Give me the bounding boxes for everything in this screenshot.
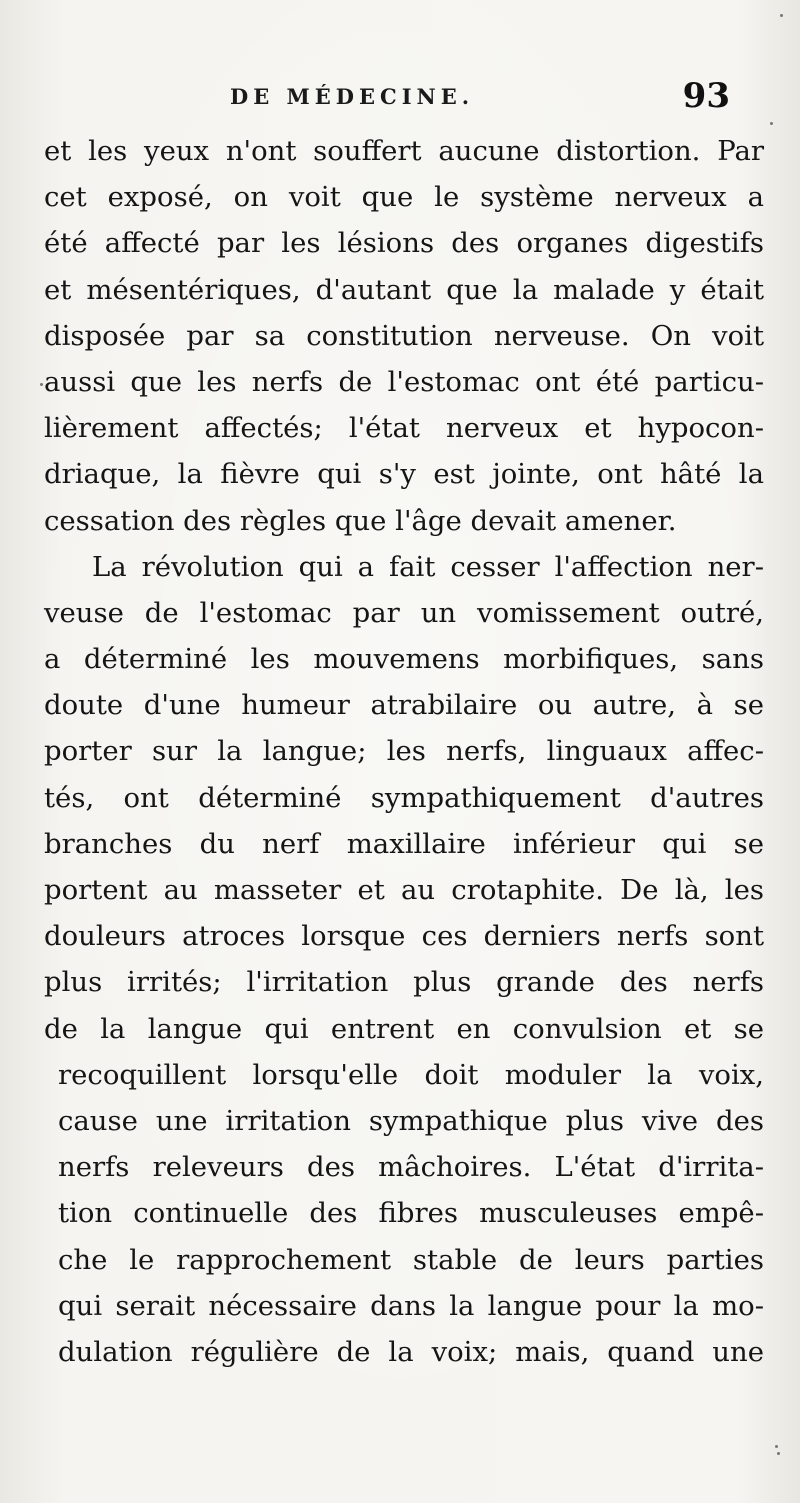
page-number: 93 bbox=[682, 76, 730, 116]
text-line: che le rapprochement stable de leurs parties bbox=[58, 1243, 764, 1276]
text-line: et les yeux n'ont souffert aucune distortion. Par bbox=[44, 135, 764, 167]
text-line: cet exposé, on voit que le système nerveux a bbox=[44, 181, 764, 214]
text-line: cause une irritation sympathique plus vive des bbox=[58, 1104, 764, 1137]
paper-speck bbox=[777, 1452, 780, 1455]
body-text bbox=[44, 128, 764, 1375]
text-line: branches du nerf maxillaire inférieur qui se bbox=[44, 827, 764, 860]
paper-speck bbox=[775, 1445, 778, 1448]
paragraph-start-line: La révolution qui a fait cesser l'affection ner- bbox=[92, 550, 764, 583]
text-line: portent au masseter et au crotaphite. De là, les bbox=[44, 874, 764, 906]
text-line: et mésentériques, d'autant que la malade y était bbox=[44, 273, 764, 306]
text-line: driaque, la fièvre qui s'y est jointe, ont hâté la bbox=[44, 458, 764, 491]
running-head: DE MÉDECINE. bbox=[230, 84, 475, 109]
text-line: dulation régulière de la voix; mais, quand une bbox=[58, 1335, 764, 1368]
text-line: de la langue qui entrent en convulsion et se bbox=[44, 1012, 764, 1045]
text-line: porter sur la langue; les nerfs, linguaux affec- bbox=[44, 735, 764, 768]
text-line: a déterminé les mouvemens morbifiques, sans bbox=[44, 643, 764, 676]
text-line: doute d'une humeur atrabilaire ou autre, à se bbox=[44, 689, 764, 722]
text-line: plus irrités; l'irritation plus grande des nerfs bbox=[44, 966, 764, 999]
text-line: été affecté par les lésions des organes digestifs bbox=[44, 227, 764, 260]
text-line: qui serait nécessaire dans la langue pour la mo- bbox=[58, 1289, 764, 1322]
page-header bbox=[230, 78, 730, 122]
text-line: disposée par sa constitution nerveuse. On voit bbox=[44, 319, 764, 352]
text-line: nerfs releveurs des mâchoires. L'état d'irrita- bbox=[58, 1151, 764, 1184]
text-line: veuse de l'estomac par un vomissement outré, bbox=[44, 596, 764, 629]
paper-speck bbox=[40, 383, 43, 386]
text-line: cessation des règles que l'âge devait amener. bbox=[44, 504, 677, 537]
paper-speck bbox=[770, 122, 773, 125]
text-line: lièrement affectés; l'état nerveux et hypocon- bbox=[44, 412, 764, 445]
text-line: recoquillent lorsqu'elle doit moduler la voix, bbox=[58, 1058, 764, 1091]
text-line: aussi que les nerfs de l'estomac ont été particu- bbox=[44, 365, 764, 398]
text-line: tion continuelle des fibres musculeuses empê- bbox=[58, 1197, 764, 1230]
text-line: douleurs atroces lorsque ces derniers nerfs sont bbox=[44, 920, 764, 953]
paper-speck bbox=[780, 14, 783, 17]
text-line: tés, ont déterminé sympathiquement d'autres bbox=[44, 781, 764, 814]
